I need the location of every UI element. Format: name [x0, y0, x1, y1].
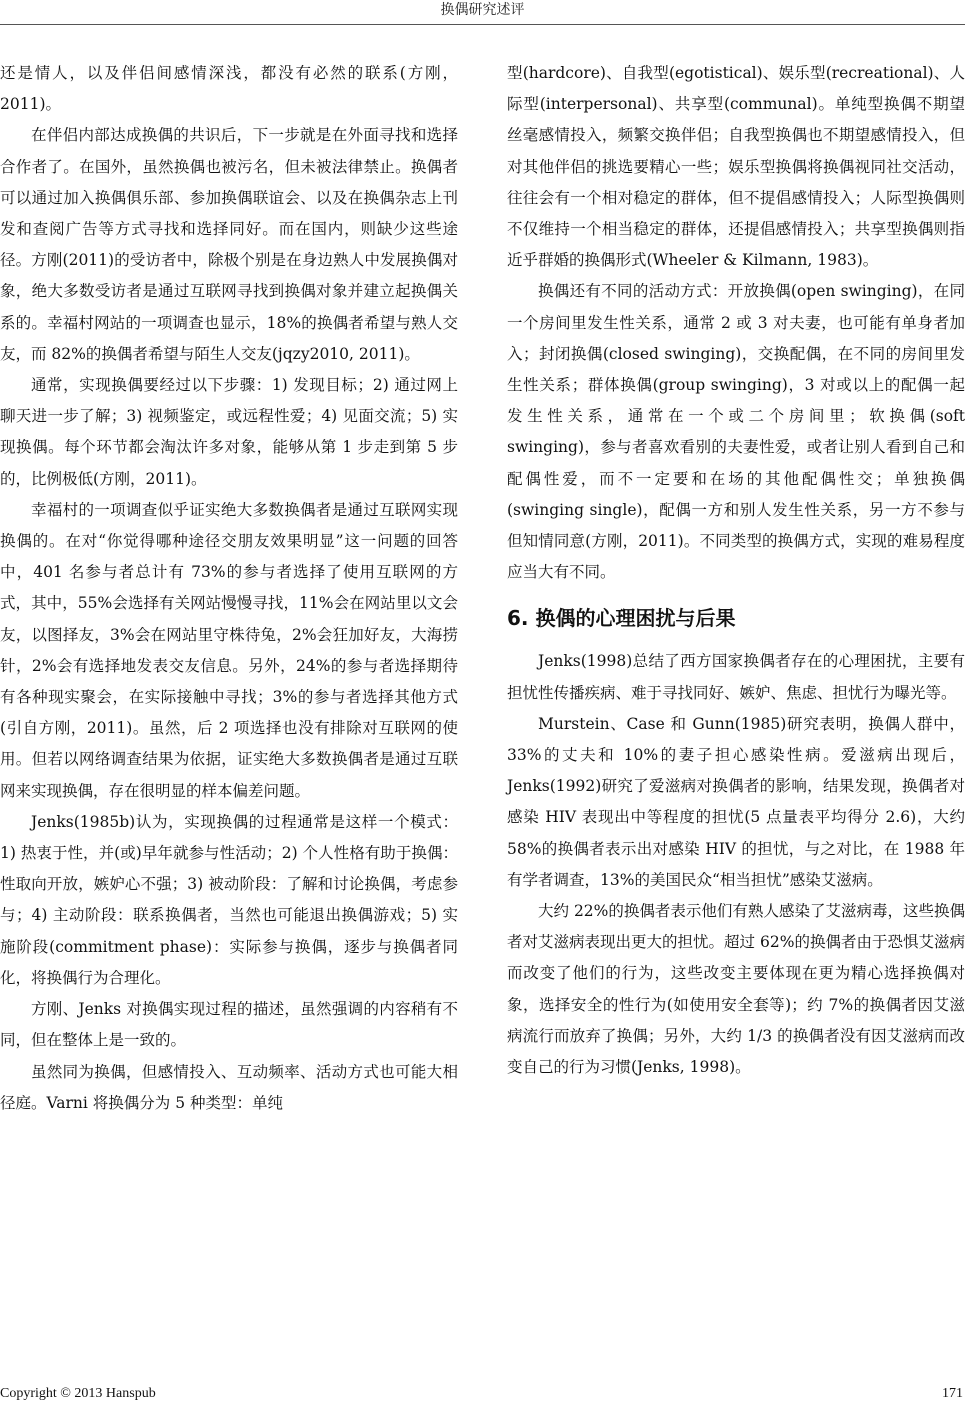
paragraph: Murstein、Case 和 Gunn(1985)研究表明，换偶人群中，33%的丈夫和 10%的妻子担心感染性病。爱滋病出现后，Jenks(1992)研究了爱滋病对换偶者的影响，结果发现，换偶者对感染 HIV 表现出中等程度的担忧(5 点量表平均得分 2.6)，大约 58%的换偶者表示出对感染 HIV 的担忧，与之对比，在 1988 年有学者调查，13%的美国民众“相当担忧”感染艾滋病。 — [507, 714, 965, 889]
paragraph: 幸福村的一项调查似乎证实绝大多数换偶者是通过互联网实现换偶的。在对“你觉得哪种途径交朋友效果明显”这一问题的回答中，401 名参与者总计有 73%的参与者选择了使用互联网的方式，其中，55%会选择有关网站慢慢寻找，11%会在网站里以文会友，以图择友，3%会在网站里守株待兔，2%会狂加好友，大海捞针，2%会有选择地发表交友信息。另外，24%的参与者选择期待有各种现实聚会，在实际接触中寻找；3%的参与者选择其他方式(引自方刚，2011)。虽然，后 2 项选择也没有排除对互联网的使用。但若以网络调查结果为依据，证实绝大多数换偶者是通过互联网来实现换偶，存在很明显的样本偏差问题。 — [0, 500, 458, 800]
paragraph: 型(hardcore)、自我型(egotistical)、娱乐型(recreational)、人际型(interpersonal)、共享型(communal)。单纯型换偶不期望丝毫感情投入，频繁交换伴侣；自我型换偶也不期望感情投入，但对其他伴侣的挑选要精心一些；娱乐型换偶将换偶视同社交活动，往往会有一个相对稳定的群体，但不提倡感情投入；人际型换偶则不仅维持一个相当稳定的群体，还提倡感情投入；共享型换偶则指近乎群婚的换偶形式(Wheeler & Kilmann, 1983)。 — [507, 64, 965, 270]
page-number: 171 — [942, 1386, 963, 1401]
paragraph: 通常，实现换偶要经过以下步骤：1) 发现目标；2) 通过网上聊天进一步了解；3) 视频鉴定，或远程性爱；4) 见面交流；5) 实现换偶。每个环节都会淘汰许多对象，能够从第 1 步走到第 5 步的，比例极低(方刚，2011)。 — [0, 376, 458, 488]
header-divider — [0, 24, 965, 25]
section-heading: 6. 换偶的心理困扰与后果 — [507, 606, 736, 631]
paragraph: 在伴侣内部达成换偶的共识后，下一步就是在外面寻找和选择合作者了。在国外，虽然换偶也被污名，但未被法律禁止。换偶者可以通过加入换偶俱乐部、参加换偶联谊会、以及在换偶杂志上刊发和查阅广告等方式寻找和选择同好。而在国内，则缺少这些途径。方刚(2011)的受访者中，除极个别是在身边熟人中发展换偶对象，绝大多数受访者是通过互联网寻找到换偶对象并建立起换偶关系的。幸福村网站的一项调查也显示，18%的换偶者希望与熟人交友，而 82%的换偶者希望与陌生人交友(jqzy2010, 2011)。 — [0, 126, 458, 363]
right-column — [507, 58, 965, 1083]
paragraph: Jenks(1985b)认为，实现换偶的过程通常是这样一个模式：1) 热衷于性，并(或)早年就参与性活动；2) 个人性格有助于换偶：性取向开放，嫉妒心不强；3) 被动阶段：了解和讨论换偶，考虑参与；4) 主动阶段：联系换偶者，当然也可能退出换偶游戏；5) 实施阶段(commitment phase)：实际参与换偶，逐步与换偶者同化，将换偶行为合理化。 — [0, 812, 458, 987]
paragraph: 大约 22%的换偶者表示他们有熟人感染了艾滋病毒，这些换偶者对艾滋病表现出更大的担忧。超过 62%的换偶者由于恐惧艾滋病而改变了他们的行为，这些改变主要体现在更为精心选择换偶对象，选择安全的性行为(如使用安全套等)；约 7%的换偶者因艾滋病流行而放弃了换偶；另外，大约 1/3 的换偶者没有因艾滋病而改变自己的行为习惯(Jenks, 1998)。 — [507, 902, 965, 1077]
running-header: 换偶研究述评 — [440, 2, 525, 18]
copyright-notice: Copyright © 2013 Hanspub — [0, 1386, 156, 1401]
left-column — [0, 58, 458, 1119]
paragraph: 方刚、Jenks 对换偶实现过程的描述，虽然强调的内容稍有不同，但在整体上是一致的。 — [0, 1000, 458, 1050]
paragraph: 换偶还有不同的活动方式：开放换偶(open swinging)，在同一个房间里发生性关系，通常 2 或 3 对夫妻，也可能有单身者加入；封闭换偶(closed swinging)，交换配偶，在不同的房间里发生性关系；群体换偶(group swinging)，3 对或以上的配偶一起发生性关系，通常在一个或二个房间里；软换偶(soft swinging)，参与者喜欢看别的夫妻性爱，或者让别人看到自己和配偶性爱，而不一定要和在场的其他配偶性交；单独换偶(swinging single)，配偶一方和别人发生性关系，另一方不参与但知情同意(方刚，2011)。不同类型的换偶方式，实现的难易程度应当大有不同。 — [507, 282, 965, 582]
paragraph: 虽然同为换偶，但感情投入、互动频率、活动方式也可能大相径庭。Varni 将换偶分为 5 种类型：单纯 — [0, 1062, 458, 1112]
paragraph: Jenks(1998)总结了西方国家换偶者存在的心理困扰，主要有担忧性传播疾病、难于寻找同好、嫉妒、焦虑、担忧行为曝光等。 — [507, 652, 965, 702]
paragraph: 还是情人，以及伴侣间感情深浅，都没有必然的联系(方刚，2011)。 — [0, 64, 458, 114]
